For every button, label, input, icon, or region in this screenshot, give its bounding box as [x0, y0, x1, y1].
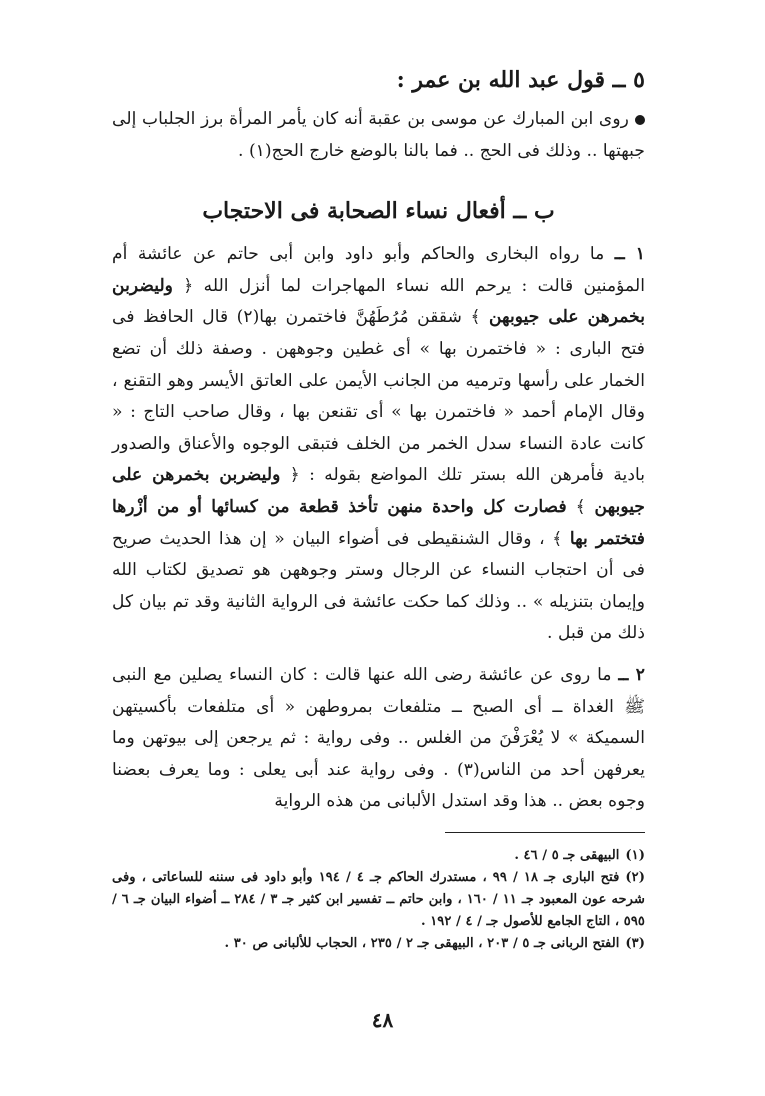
text-run: ﴾ [566, 496, 595, 517]
footnote-1 [112, 845, 645, 867]
section-heading-b: ب ــ أفعال نساء الصحابة فى الاحتجاب [202, 198, 555, 225]
footnote-number: (٢) [625, 869, 646, 885]
item-number: ١ ــ [614, 244, 645, 265]
footnote-number: (١) [625, 847, 645, 863]
text-run: ما رواه البخارى والحاكم وأبو داود وابن أبى حاتم عن عائشة أم المؤمنين قالت : يرحم الله نساء المهاجرات لما أنزل الله ﴿ [112, 244, 645, 296]
footnote-text: الفتح الربانى جـ ٥ / ٢٠٣ ، البيهقى جـ ٢ / ٢٣٥ ، الحجاب للألبانى ص ٣٠ . [224, 935, 620, 951]
footnote-text: فتح البارى جـ ١٨ / ٩٩ ، مستدرك الحاكم جـ ٤ / ١٩٤ وأبو داود فى سننه للساعاتى ، وفى شرحه عون المعبود جـ ١١ / ١٦٠ ، وابن حاتم ــ تفسير ابن كثير جـ ٣ / ٢٨٤ ــ أضواء البيان جـ ٦ / ٥٩٥ ، التاج الجامع للأصول جـ / ٤ / ١٩٢ . [112, 869, 645, 929]
paragraph-1 [112, 239, 645, 650]
page-number: ٤٨ [371, 1008, 394, 1032]
footnote-2 [112, 867, 645, 933]
footnote-divider [445, 832, 645, 833]
quran-quote: وليضربن بخمرهن على جيوبهن [112, 465, 646, 517]
footnote-text: البيهقى جـ ٥ / ٤٦ . [514, 847, 620, 863]
footnote-number: (٣) [625, 935, 645, 951]
text-run: ما روى عن عائشة رضى الله عنها قالت : كان النساء يصلين مع النبى ﷺ الغداة ــ أى الصبح ــ متلفعات بمروطهن « أى متلفعات بأكسيتهن السميكة » لا يُعْرَفْنَ من الغلس .. وفى رواية : ثم يرجعن إلى بيوتهن وما يعرفهن أحد من الناس(٣) . وفى رواية عند أبى يعلى : وما يعرف بعضنا وجوه بعض .. هذا وقد استدل الألبانى من هذه الرواية [112, 664, 645, 812]
paragraph-2 [112, 660, 645, 818]
paragraph-ibn-umar [112, 104, 645, 167]
bullet-icon [635, 115, 645, 125]
section-heading-5: ٥ ــ قول عبد الله بن عمر : [396, 67, 645, 93]
quran-quote: وليضربن بخمرهن على جيوبهن [112, 275, 646, 328]
text-run: ﴾ ، وقال الشنقيطى فى أضواء البيان « إن هذا الحديث صريح فى أن احتجاب النساء عن الرجال وستر وجوههن هو تصديق لكتاب الله وإيمان بتنزيله » .. وذلك كما حكت عائشة فى الرواية الثانية وقد تم بيان كل ذلك من قبل . [112, 528, 645, 644]
text-run: ﴾ شققن مُرُطَهُنَّ فاختمرن بها(٢) قال الحافظ فى فتح البارى : « فاختمرن بها » أى غطين وجوههن . وصفة ذلك أن تضع الخمار على رأسها وترميه من الجانب الأيمن على العاتق الأيسر وهو التقنع ، وقال الإمام أحمد « فاختمرن بها » أى تقنعن بها ، وقال صاحب التاج : « كانت عادة النساء سدل الخمر من الخلف فتبقى الوجوه والأعناق والصدور بادية فأمرهن الله بستر تلك المواضع بقوله : ﴿ [112, 307, 646, 486]
footnotes [112, 845, 645, 955]
paragraph-text: روى ابن المبارك عن موسى بن عقبة أنه كان يأمر المرأة برز الجلباب إلى جبهتها .. وذلك فى الحج .. فما بالنا بالوضع خارج الحج(١) . [112, 109, 645, 161]
footnote-3 [112, 933, 645, 955]
bold-quote: فصارت كل واحدة منهن تأخذ قطعة من كسائها أو من أزْرها فتختمر بها [112, 496, 646, 549]
item-number: ٢ ــ [618, 664, 645, 685]
